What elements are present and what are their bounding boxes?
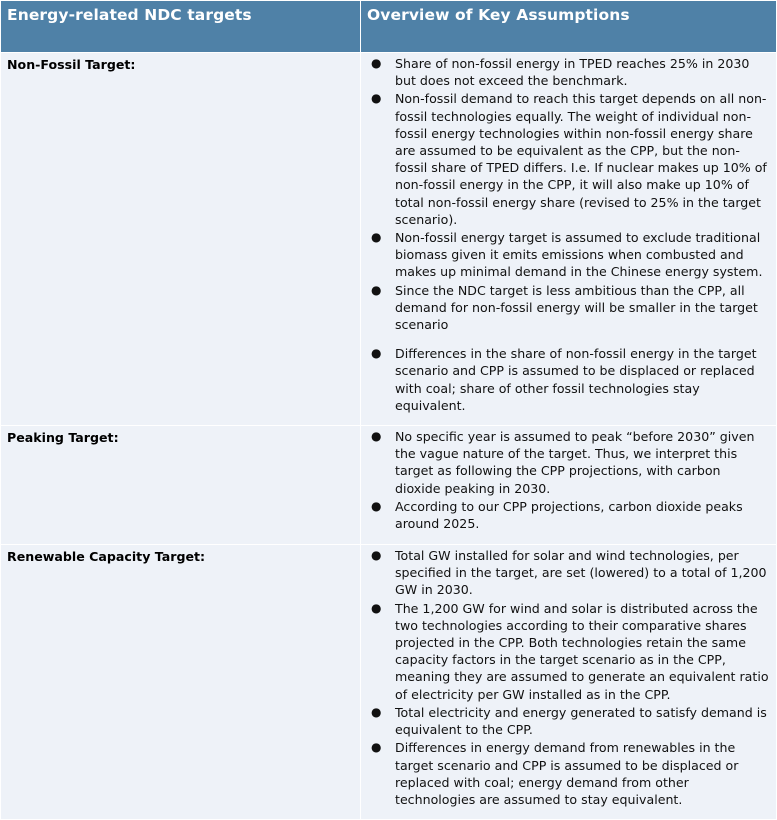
list-item: ● Non-fossil demand to reach this target depends on all non-fossil technologies equally. The weight of individual non-fossil energy technologies within non-fossil energy share are assumed to be equivalent as the CPP, but the non-fossil share of TPED differs. I.e. If nuclear makes up 10% of non-fossil energy in the CPP, it will also make up 10% of total non-fossil energy share (revised to 25% in the target scenario). (371, 91, 767, 227)
list-item: ● Share of non-fossil energy in TPED reaches 25% in 2030 but does not exceed the benchmark. (371, 56, 750, 89)
header-targets: Energy-related NDC targets (1, 1, 360, 52)
list-item: ● According to our CPP projections, carbon dioxide peaks around 2025. (371, 498, 743, 532)
list-item: ● Total electricity and energy generated to satisfy demand is equivalent to the CPP. (371, 704, 767, 738)
list-item: ● Total GW installed for solar and wind technologies, per specified in the target, are set (lowered) to a total of 1,200 GW in 2030. (371, 548, 767, 598)
bullet-dot-icon: ● (371, 600, 382, 615)
row-label-peaking: Peaking Target: (1, 426, 360, 544)
row-label-renewable-capacity: Renewable Capacity Target: (1, 545, 360, 819)
table-row (1, 53, 776, 425)
bullet-dot-icon: ● (371, 346, 382, 361)
list-item: ● Differences in energy demand from renewables in the target scenario and CPP is assumed to be displaced or replaced with coal; energy demand from other technologies are assumed to stay equivalent. (371, 740, 739, 807)
bullet-dot-icon: ● (371, 498, 382, 513)
bullet-dot-icon: ● (371, 429, 382, 444)
row-label-non-fossil: Non-Fossil Target: (1, 53, 360, 425)
bullet-dot-icon: ● (371, 56, 382, 70)
bullet-dot-icon: ● (371, 230, 382, 245)
list-item: ● The 1,200 GW for wind and solar is distributed across the two technologies according to their comparative shares projected in the CPP. Both technologies retain the same capacity factors in the target scenario as in the CPP, meaning they are assumed to generate an equivalent ratio of electricity per GW installed as in the CPP. (371, 600, 769, 702)
bullet-dot-icon: ● (371, 282, 382, 297)
table-header-row (1, 1, 776, 52)
bullet-dot-icon: ● (371, 548, 382, 563)
list-item: ● Differences in the share of non-fossil energy in the target scenario and CPP is assumed to be displaced or replaced with coal; share of other fossil technologies stay equivalent. (371, 346, 757, 413)
row-assumptions-non-fossil (361, 53, 776, 425)
bullet-dot-icon: ● (371, 704, 382, 719)
header-assumptions: Overview of Key Assumptions (361, 1, 776, 52)
table-row (1, 426, 776, 544)
bullet-dot-icon: ● (371, 740, 382, 755)
table-row (1, 545, 776, 819)
list-item: ● Non-fossil energy target is assumed to exclude traditional biomass given it emits emissions when combusted and makes up minimal demand in the Chinese energy system. (371, 230, 763, 280)
row-assumptions-renewable-capacity (361, 545, 776, 819)
bullet-dot-icon: ● (371, 91, 382, 106)
list-item: ● Since the NDC target is less ambitious than the CPP, all demand for non-fossil energy will be smaller in the target scenario (371, 282, 758, 333)
list-item: ● No specific year is assumed to peak “before 2030” given the vague nature of the target. Thus, we interpret this target as following the CPP projections, with carbon dioxide peaking in 2030. (371, 429, 755, 496)
row-assumptions-peaking (361, 426, 776, 544)
